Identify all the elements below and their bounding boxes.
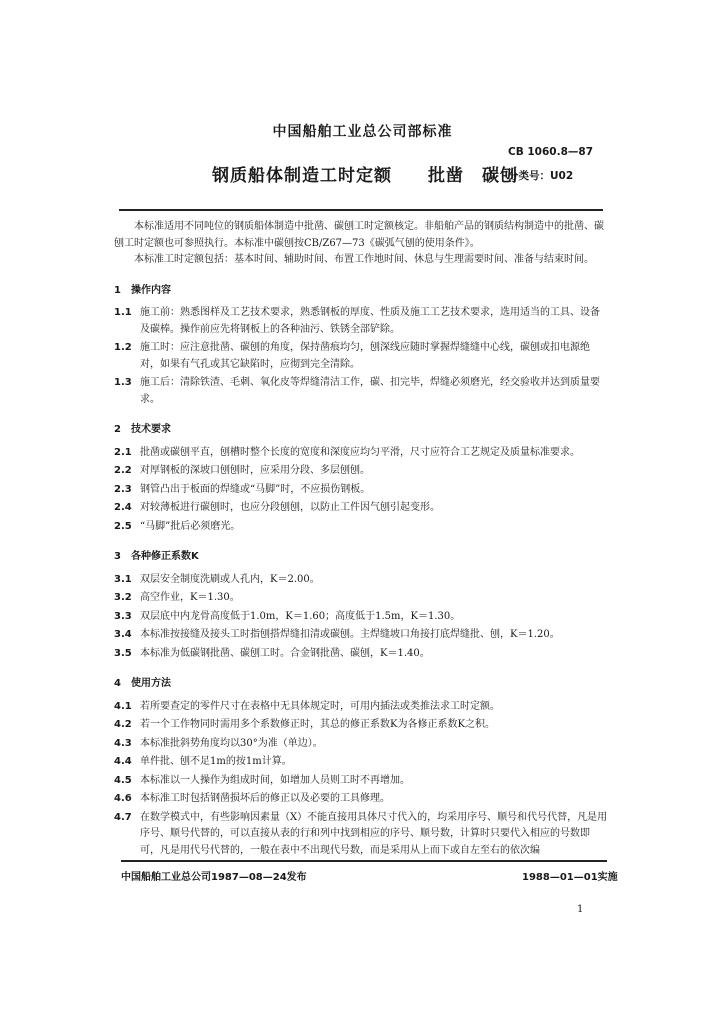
clause-item <box>114 736 609 753</box>
clause-item <box>114 590 609 607</box>
intro-paragraph: 本标准工时定额包括：基本时间、辅助时间、布置工作地时间、休息与生理需要时间、准备与结束时间。 <box>134 254 594 265</box>
clause-text: 本标准工时包括钢凿损坏后的修正以及必要的工具修理。 <box>140 793 390 804</box>
header-divider <box>119 209 603 211</box>
section-heading: 4 使用方法 <box>114 678 171 689</box>
clause-number: 3.3 <box>114 610 132 622</box>
clause-number: 3.1 <box>114 573 132 585</box>
page-number: 1 <box>577 904 584 915</box>
clause-text: 若一个工作物同时需用多个系数修正时，其总的修正系数K为各修正系数K之积。 <box>140 719 495 730</box>
clause-item <box>114 305 609 338</box>
clause-text: 批凿或碳刨平直，刨槽时整个长度的宽度和深度应均匀平滑，尺寸应符合工艺规定及质量标准要求。 <box>140 446 580 458</box>
clause-item <box>114 646 609 663</box>
clause-item <box>114 482 609 499</box>
clause-item <box>114 754 609 771</box>
clause-item <box>114 609 609 626</box>
issue-date: 中国船舶工业总公司1987—08—24发布 <box>121 872 307 883</box>
clause-text: 本标准为低碳钢批凿、碳刨工时。合金钢批凿、碳刨，K＝1.40。 <box>140 647 430 659</box>
clause-number: 2.3 <box>114 483 132 495</box>
clause-text: 施工前：熟悉图样及工艺技术要求，熟悉钢板的厚度、性质及施工工艺技术要求，选用适当的工具、设备及碳棒。操作前应先将钢板上的各种油污、铁锈全部铲除。 <box>140 307 600 335</box>
clause-number: 4.3 <box>114 737 132 749</box>
clause-number: 3.4 <box>114 629 132 640</box>
clause-number: 3.2 <box>114 592 132 603</box>
clause-text: “马脚”批后必须磨光。 <box>140 520 241 532</box>
clause-number: 2.2 <box>114 465 132 476</box>
clause-number: 4.5 <box>114 774 132 786</box>
clause-text: 本标准以一人操作为组成时间，如增加人员则工时不再增加。 <box>140 774 410 786</box>
clause-item <box>114 699 609 716</box>
clause-text: 单件批、刨不足1m的按1m计算。 <box>140 756 292 767</box>
clause-number: 3.5 <box>114 647 132 659</box>
clause-item <box>114 445 609 462</box>
clause-item <box>114 463 609 480</box>
section-heading: 2 技术要求 <box>114 424 171 435</box>
clause-text: 本标准批斜势角度均以30°为准（单边）。 <box>140 737 323 749</box>
clause-item <box>114 717 609 734</box>
clause-number: 2.4 <box>114 502 132 513</box>
clause-number: 4.7 <box>114 811 132 823</box>
section-heading: 3 各种修正系数K <box>114 551 199 562</box>
clause-item <box>114 791 609 808</box>
clause-item <box>114 627 609 644</box>
clause-item <box>114 773 609 790</box>
organization-title: 中国船舶工业总公司部标准 <box>272 124 453 140</box>
clause-number: 2.5 <box>114 520 132 532</box>
clause-text: 双层底中内龙骨高度低于1.0m，K＝1.60；高度低于1.5m，K＝1.30。 <box>140 610 461 622</box>
clause-number: 1.2 <box>114 342 132 353</box>
sections <box>114 283 609 860</box>
clause-number: 4.4 <box>114 756 132 767</box>
clause-item <box>114 572 609 589</box>
clause-item <box>114 500 609 517</box>
document-body <box>114 219 609 861</box>
clause-number: 4.1 <box>114 700 132 712</box>
section-heading: 1 操作内容 <box>114 284 171 296</box>
clause-text: 钢管凸出于板面的焊缝或“马脚”时，不应损伤钢板。 <box>140 483 371 495</box>
clause-number: 4.2 <box>114 719 132 730</box>
intro-paragraph: 本标准适用不同吨位的钢质船体制造中批凿、碳刨工时定额核定。非船舶产品的钢质结构制造中的批凿、碳刨工时定额也可参照执行。本标准中碳刨按CB/Z67—73《碳弧气刨的使用条件》。 <box>114 221 604 249</box>
clause-text: 在数学模式中，有些影响因素量（X）不能直接用具体尺寸代入的，均采用序号、顺号和代号代替，凡是用序号、顺号代替的，可以直接从表的行和列中找到相应的序号、顺号数，计算时只要代入相应的号数即可，凡是用代号代替的，一般在表中不出现代号数，而是采用从上而下或自左至右的依次编 <box>140 811 608 856</box>
clause-text: 高空作业，K＝1.30。 <box>140 592 240 603</box>
clause-number: 1.3 <box>114 377 132 388</box>
clause-text: 若所要查定的零件尺寸在表格中无具体规定时，可用内插法或类推法求工时定额。 <box>140 700 500 712</box>
clause-item <box>114 375 609 408</box>
classification-number: 分类号：U02 <box>508 170 574 182</box>
clause-number: 1.1 <box>114 307 132 318</box>
clause-item <box>114 810 609 860</box>
standard-number: CB 1060.8—87 <box>508 146 593 158</box>
clause-item <box>114 340 609 373</box>
clause-number: 4.6 <box>114 793 132 804</box>
clause-text: 对厚钢板的深坡口刨刨时，应采用分段、多层刨刨。 <box>140 465 370 476</box>
clause-text: 本标准按接缝及接头工时指刨搭焊缝扣清或碳刨。主焊缝坡口角接打底焊缝批、刨，K＝1.20。 <box>140 629 560 640</box>
clause-text: 施工后：清除铁渣、毛刺、氧化皮等焊缝清洁工作，碳、扣完毕，焊缝必须磨光，经交验收并达到质量要求。 <box>140 377 600 405</box>
clause-text: 施工时：应注意批凿、碳刨的角度，保持凿痕均匀，刨深线应随时掌握焊缝缝中心线，碳刨或扣电源绝对，如果有气孔或其它缺陷时，应彻到完全清除。 <box>140 342 590 370</box>
clause-item <box>114 519 609 536</box>
clause-text: 双层安全制度洗刷或人孔内，K＝2.00。 <box>140 573 320 585</box>
document-title: 钢质船体制造工时定额 批凿 碳刨 <box>212 166 518 186</box>
effective-date: 1988—01—01实施 <box>522 872 618 883</box>
introduction <box>114 219 609 269</box>
footer-divider <box>121 860 607 862</box>
clause-text: 对较薄板进行碳刨时，也应分段刨刨，以防止工件因气刨引起变形。 <box>140 502 440 513</box>
clause-number: 2.1 <box>114 446 132 458</box>
